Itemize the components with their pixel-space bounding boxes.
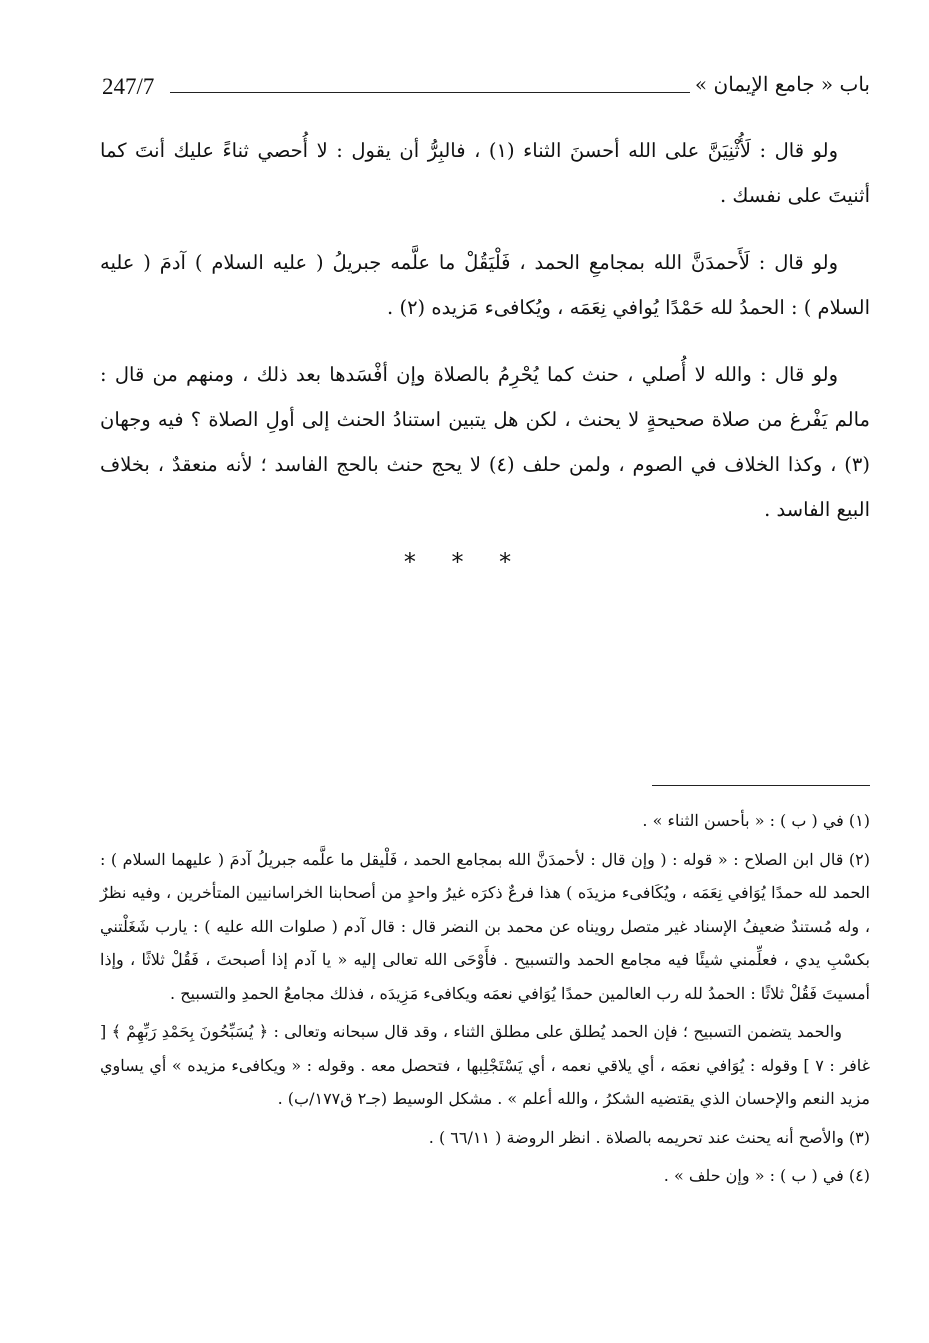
footnotes — [100, 804, 870, 1198]
paragraph: ولو قال : والله لا أُصلي ، حنث كما يُحْرِمُ بالصلاة وإن أفْسَدها بعد ذلك ، ومنهم من قال : مالم يَفْرغ من صلاة صحيحةٍ لا يحنث ، لكن هل يتبين استنادُ الحنث إلى أولِ الصلاة ؟ فيه وجهان (٣) ، وكذا الخلاف في الصوم ، ولمن حلف (٤) لا يحج حنث بالحج الفاسد ؛ لأنه منعقدٌ ، بخلاف البيع الفاسد . — [100, 363, 870, 521]
footnote: (٤) في ( ب ) : « وإن حلف » . — [663, 1166, 870, 1185]
paragraph: ولو قال : لَأَحمدَنَّ الله بمجامعِ الحمد ، فَلْيَقُلْ ما علَّمه جبريلُ ( عليه السلام ) آدمَ ( عليه السلام ) : الحمدُ لله حَمْدًا يُوافي نِعَمَه ، ويُكافىء مَزيده (٢) . — [100, 251, 870, 319]
page-number: 247/7 — [102, 74, 155, 99]
header-rule — [170, 92, 690, 93]
footnote: (٢) قال ابن الصلاح : « قوله : ( وإن قال : لأحمدَنَّ الله بمجامع الحمد ، فَلْيقل ما علَّمه جبريلُ آدمَ ( عليهما السلام ) : الحمد لله حمدًا يُوَافي نِعَمَه ، ويُكَافىء مزيدَه ) هذا فرعٌ ذكرَه غيرُ واحدٍ من أصحابنا الخراسانيين المتأخرين ، وفيه نظرٌ ، وله مُستندٌ ضعيفُ الإسناد غير متصل رويناه عن محمد بن النضر قال : قال آدم ( صلوات الله عليه ) : يارب شَغَلْتني بكسْبِ يدي ، فعلِّمني شيئًا فيه مجامع الحمد والتسبيح . فأَوْحَى الله تعالى إليه « يا آدم إذا أصبحتَ ، فَقُلْ ثلاثًا ، وإذا أمسيتَ فَقُلْ ثلاثًا : الحمدُ لله رب العالمين حمدًا يُوَافي نعمَه ويكافىء مَزِيدَه ، فذلك مجامعُ الحمدِ والتسبيح . — [100, 849, 871, 1003]
footnote-rule — [652, 785, 870, 786]
section-separator: * * * — [403, 548, 526, 576]
main-text — [100, 128, 870, 554]
page-header — [100, 66, 870, 106]
footnote: (٣) والأصح أنه يحنث عند تحريمه بالصلاة . انظر الروضة ( ٦٦/١١ ) . — [428, 1127, 870, 1147]
footnote-continuation: والحمد يتضمن التسبيح ؛ فإن الحمد يُطلق على مطلق الثناء ، وقد قال سبحانه وتعالى : ﴿ يُسَبِّحُونَ بِحَمْدِ رَبِّهِمْ ﴾ [ غافر : ٧ ] وقوله : يُوَافي نعمَه ، أي يلاقي نعمه ، أي يَسْتَجْلِبها ، فتحصل معه . وقوله : « ويكافىء مزيده » أي يساوي مزيد النعم والإحسان الذي يقتضيه الشكرُ ، والله أعلم » . مشكل الوسيط (جـ٢ ق١٧٧/ب) . — [100, 1022, 871, 1108]
paragraph: ولو قال : لَأُثْنِيَنَّ على الله أحسنَ الثناء (١) ، فالبِرُّ أن يقول : لا أُحصي ثناءً عليك أنتَ كما أثنيتَ على نفسك . — [100, 139, 870, 207]
footnote: (١) في ( ب ) : « بأحسن الثناء » . — [642, 811, 870, 830]
running-title: باب « جامع الإيمان » — [694, 72, 870, 96]
